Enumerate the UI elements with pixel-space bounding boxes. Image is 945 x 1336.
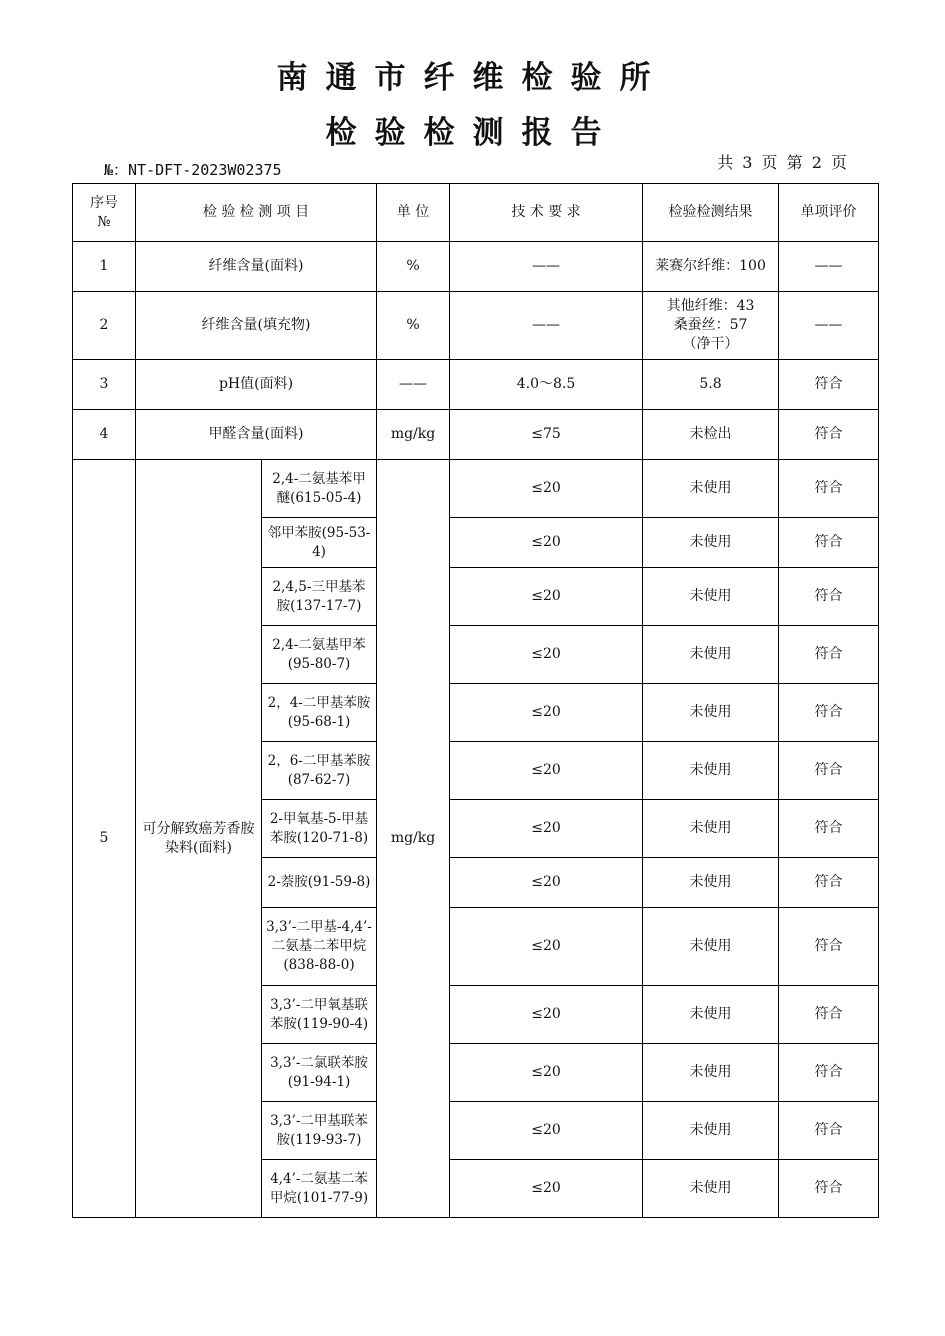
sub-item-result: 未使用 (643, 1044, 779, 1102)
row-item: pH值(面料) (136, 360, 377, 410)
row-evaluation: —— (779, 242, 879, 292)
sub-item-evaluation: 符合 (779, 518, 879, 568)
sub-item-requirement: ≤20 (450, 518, 643, 568)
table-row (73, 292, 879, 360)
header-seq-label: 序号 (90, 194, 118, 211)
sub-item-requirement: ≤20 (450, 800, 643, 858)
sub-item-evaluation: 符合 (779, 742, 879, 800)
table-row (73, 360, 879, 410)
group-item: 可分解致癌芳香胺染料(面料) (136, 460, 262, 1218)
sub-item-result: 未使用 (643, 1102, 779, 1160)
header-row (73, 184, 879, 242)
row-evaluation: 符合 (779, 360, 879, 410)
row-result-line: 5.8 (699, 376, 722, 392)
sub-item-name: 2，4-二甲基苯胺(95-68-1) (262, 684, 377, 742)
sub-item-name: 邻甲苯胺(95-53-4) (262, 518, 377, 568)
header-evaluation: 单项评价 (779, 184, 879, 242)
sub-item-evaluation: 符合 (779, 626, 879, 684)
row-item: 纤维含量(面料) (136, 242, 377, 292)
row-result (643, 410, 779, 460)
sub-item-requirement: ≤20 (450, 986, 643, 1044)
sub-item-row (73, 460, 879, 518)
sub-item-evaluation: 符合 (779, 858, 879, 908)
sub-item-name: 2-甲氧基-5-甲基苯胺(120-71-8) (262, 800, 377, 858)
sub-item-requirement: ≤20 (450, 742, 643, 800)
row-result (643, 292, 779, 360)
row-requirement: —— (450, 242, 643, 292)
row-item: 纤维含量(填充物) (136, 292, 377, 360)
row-item: 甲醛含量(面料) (136, 410, 377, 460)
sub-item-requirement: ≤20 (450, 908, 643, 986)
header-requirement: 技 术 要 求 (450, 184, 643, 242)
sub-item-name: 2,4-二氨基苯甲醚(615-05-4) (262, 460, 377, 518)
sub-item-name: 3,3’-二甲氧基联苯胺(119-90-4) (262, 986, 377, 1044)
sub-item-evaluation: 符合 (779, 908, 879, 986)
row-unit: % (377, 292, 450, 360)
sub-item-result: 未使用 (643, 684, 779, 742)
header-seq (73, 184, 136, 242)
sub-item-evaluation: 符合 (779, 800, 879, 858)
sub-item-requirement: ≤20 (450, 1102, 643, 1160)
row-requirement: ≤75 (450, 410, 643, 460)
page-info: 共 3 页 第 2 页 (717, 153, 849, 172)
row-result-line: 莱赛尔纤维：100 (655, 258, 766, 274)
sub-item-requirement: ≤20 (450, 1044, 643, 1102)
row-result-line: 未检出 (689, 426, 732, 442)
row-result-line: （净干） (682, 336, 739, 352)
sub-item-name: 3,3’-二甲基-4,4’-二氨基二苯甲烷(838-88-0) (262, 908, 377, 986)
sub-item-requirement: ≤20 (450, 626, 643, 684)
sub-item-name: 2-萘胺(91-59-8) (262, 858, 377, 908)
sub-item-result: 未使用 (643, 518, 779, 568)
row-unit: % (377, 242, 450, 292)
sub-item-requirement: ≤20 (450, 1160, 643, 1218)
row-requirement: 4.0～8.5 (450, 360, 643, 410)
inspection-table (72, 183, 879, 1218)
sub-item-evaluation: 符合 (779, 1044, 879, 1102)
sub-item-name: 2,4-二氨基甲苯(95-80-7) (262, 626, 377, 684)
sub-item-result: 未使用 (643, 986, 779, 1044)
row-seq: 4 (73, 410, 136, 460)
sub-item-evaluation: 符合 (779, 986, 879, 1044)
row-result-line: 其他纤维：43 (666, 298, 755, 314)
sub-item-name: 4,4’-二氨基二苯甲烷(101-77-9) (262, 1160, 377, 1218)
report-number: №：NT-DFT-2023W02375 (104, 161, 282, 179)
group-seq: 5 (73, 460, 136, 1218)
sub-item-requirement: ≤20 (450, 568, 643, 626)
sub-item-requirement: ≤20 (450, 684, 643, 742)
sub-item-result: 未使用 (643, 858, 779, 908)
table-row (73, 242, 879, 292)
sub-item-result: 未使用 (643, 626, 779, 684)
sub-item-evaluation: 符合 (779, 568, 879, 626)
row-seq: 2 (73, 292, 136, 360)
header-seq-symbol: № (97, 213, 111, 230)
header-result: 检验检测结果 (643, 184, 779, 242)
sub-item-evaluation: 符合 (779, 1160, 879, 1218)
sub-item-name: 2,4,5-三甲基苯胺(137-17-7) (262, 568, 377, 626)
sub-item-result: 未使用 (643, 800, 779, 858)
row-seq: 1 (73, 242, 136, 292)
sub-item-result: 未使用 (643, 568, 779, 626)
sub-item-name: 3,3’-二甲基联苯胺(119-93-7) (262, 1102, 377, 1160)
sub-item-evaluation: 符合 (779, 684, 879, 742)
row-result (643, 360, 779, 410)
row-unit: mg/kg (377, 410, 450, 460)
sub-item-requirement: ≤20 (450, 460, 643, 518)
row-evaluation: 符合 (779, 410, 879, 460)
row-seq: 3 (73, 360, 136, 410)
sub-item-result: 未使用 (643, 460, 779, 518)
row-result-line: 桑蚕丝：57 (673, 317, 748, 333)
row-unit: —— (377, 360, 450, 410)
sub-item-evaluation: 符合 (779, 1102, 879, 1160)
table-row (73, 410, 879, 460)
group-unit: mg/kg (377, 460, 450, 1218)
row-evaluation: —— (779, 292, 879, 360)
sub-item-requirement: ≤20 (450, 858, 643, 908)
sub-item-result: 未使用 (643, 1160, 779, 1218)
report-title: 检验检测报告 (325, 115, 620, 151)
row-requirement: —— (450, 292, 643, 360)
sub-item-evaluation: 符合 (779, 460, 879, 518)
header-unit: 单 位 (377, 184, 450, 242)
sub-item-result: 未使用 (643, 908, 779, 986)
header-item: 检 验 检 测 项 目 (136, 184, 377, 242)
sub-item-result: 未使用 (643, 742, 779, 800)
row-result (643, 242, 779, 292)
institute-title: 南通市纤维检验所 (276, 60, 669, 96)
sub-item-name: 3,3’-二氯联苯胺(91-94-1) (262, 1044, 377, 1102)
sub-item-name: 2，6-二甲基苯胺(87-62-7) (262, 742, 377, 800)
